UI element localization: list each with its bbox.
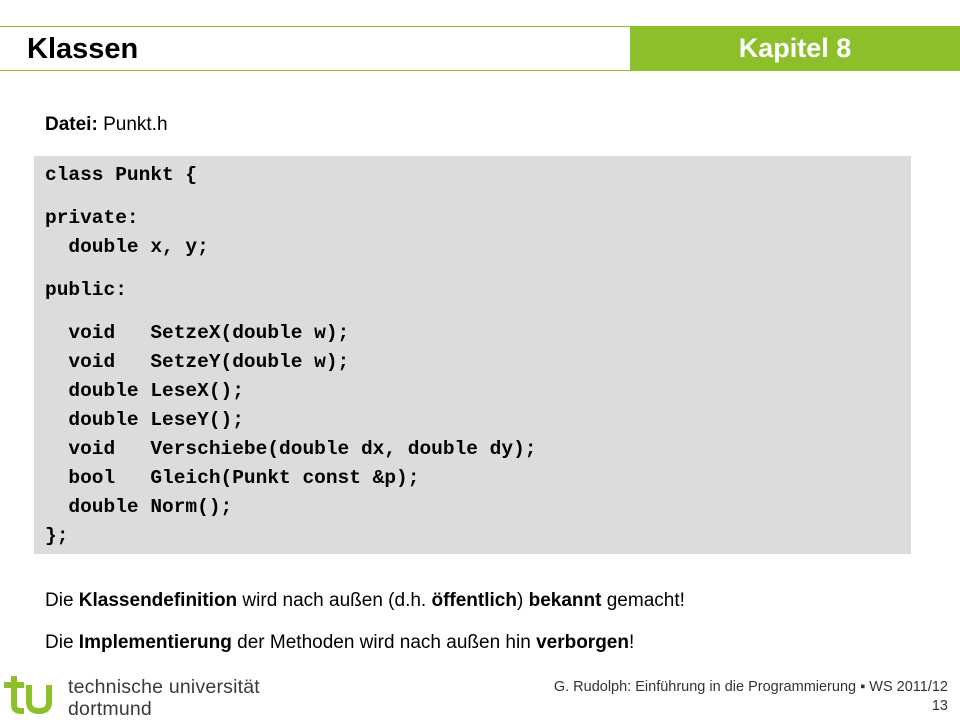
code-line: bool Gleich(Punkt const &p); — [45, 467, 420, 489]
emphasis: öffentlich — [431, 590, 517, 611]
code-line: double x, y; — [45, 236, 209, 258]
code-line: double LeseX(); — [45, 380, 244, 402]
tu-logo-icon — [4, 674, 60, 716]
file-name: Punkt.h — [103, 114, 168, 135]
text: gemacht! — [601, 590, 685, 611]
chapter-badge — [630, 26, 960, 71]
text: ! — [628, 632, 635, 653]
code-line: private: — [45, 207, 139, 229]
code-line: void Verschiebe(double dx, double dy); — [45, 438, 537, 460]
emphasis: bekannt — [528, 590, 602, 611]
code-block — [34, 156, 911, 554]
university-name — [68, 676, 260, 720]
code-line: }; — [45, 525, 69, 547]
emphasis: Klassendefinition — [78, 590, 238, 611]
code-line: void SetzeX(double w); — [45, 322, 350, 344]
file-label: Datei: — [45, 114, 98, 135]
text: wird nach außen (d.h. — [237, 590, 432, 611]
footer-credit: G. Rudolph: Einführung in die Programmierung ▪ WS 2011/12 — [553, 679, 948, 695]
code-line: double LeseY(); — [45, 409, 244, 431]
chapter-label: Kapitel 8 — [738, 33, 852, 63]
text: der Methoden wird nach außen hin — [231, 632, 537, 653]
code-line: double Norm(); — [45, 496, 233, 518]
paragraph-implementation — [45, 630, 634, 656]
text: Die — [45, 590, 79, 611]
paragraph-definition — [45, 588, 685, 614]
header-rule-top — [0, 26, 630, 27]
code-line: public: — [45, 279, 127, 301]
emphasis: verborgen — [536, 632, 629, 653]
slide-title: Klassen — [27, 33, 139, 65]
emphasis: Implementierung — [78, 632, 232, 653]
code-line: class Punkt { — [45, 164, 198, 186]
text: Die — [45, 632, 79, 653]
university-name-line1: technische universität — [68, 676, 260, 698]
file-caption — [45, 112, 168, 138]
code-line: void SetzeY(double w); — [45, 351, 350, 373]
university-name-line2: dortmund — [68, 698, 152, 720]
header-rule-bottom — [0, 70, 630, 71]
page-number: 13 — [931, 698, 948, 714]
text: ) — [516, 590, 529, 611]
